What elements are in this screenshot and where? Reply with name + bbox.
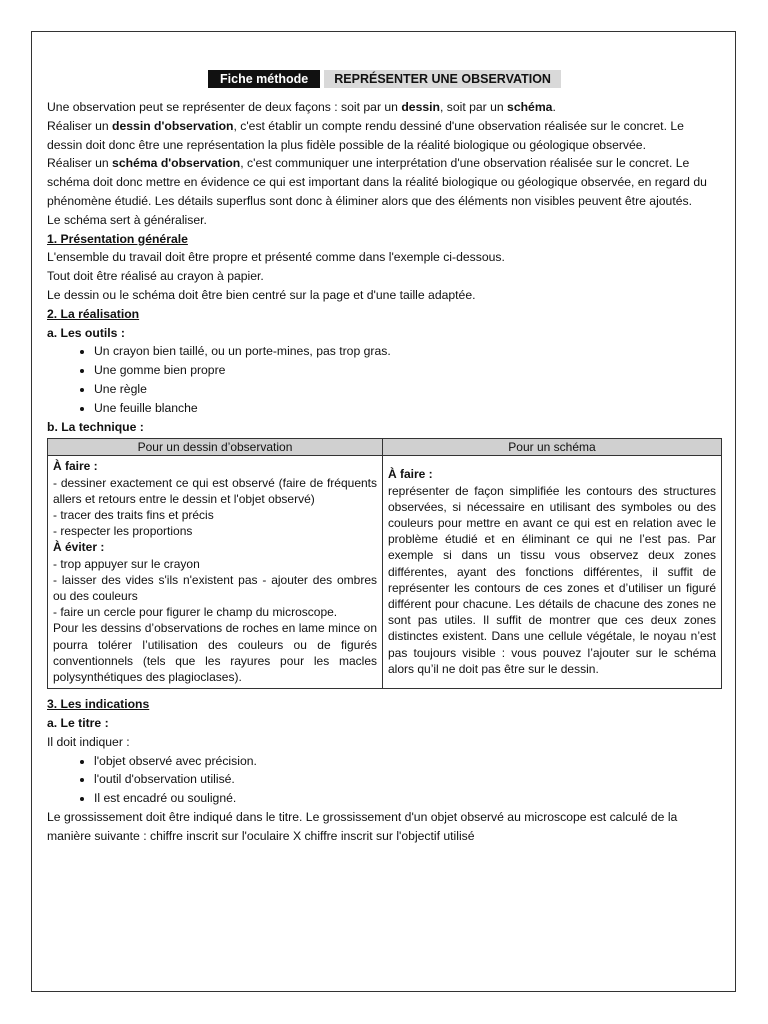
drawing-avoid-item: - trop appuyer sur le crayon [53, 556, 200, 571]
drawing-avoid-item: - faire un cercle pour figurer le champ du microscope. [53, 605, 338, 620]
schema-cell [383, 456, 722, 689]
intro-line-3: Réaliser un schéma d'observation, c'est communiquer une interprétation d'une observation réalisée sur le concret. Le schéma doit donc mettre en évidence ce qui est important dans la réalité biologique ou géologique observée, en regard du phénomène étudié. Les détails superflus sont donc à éliminer alors que des éléments non visibles peuvent être ajoutés. [47, 156, 707, 208]
list-item: • Une feuille blanche [94, 399, 722, 418]
list-item: • l'objet observé avec précision. [94, 752, 722, 771]
intro-line-4: Le schéma sert à généraliser. [47, 212, 207, 227]
tools-list [47, 342, 722, 417]
section1-p3: Le dessin ou le schéma doit être bien centré sur la page et d'une taille adaptée. [47, 287, 476, 302]
section1-p1: L'ensemble du travail doit être propre et présenté comme dans l'exemple ci-dessous. [47, 250, 505, 265]
technique-table [47, 438, 722, 689]
drawing-do-item: - dessiner exactement ce qui est observé (faire de fréquents allers et retours entre le dessin et l'objet observé) [53, 475, 377, 506]
drawing-cell [48, 456, 383, 689]
table-header-drawing: Pour un dessin d’observation [48, 439, 383, 456]
tools-heading: a. Les outils : [47, 325, 125, 340]
title-label: Fiche méthode [208, 70, 320, 88]
list-item: • Une règle [94, 380, 722, 399]
title-subject: REPRÉSENTER UNE OBSERVATION [324, 70, 561, 88]
drawing-note: Pour les dessins d’observations de roches en lame mince on pourra tolérer l’utilisation des couleurs ou de figurés conventionnels (tels que les rayures pour les macles polysynthétiques des plagioclases). [53, 621, 377, 684]
table-header-schema: Pour un schéma [383, 439, 722, 456]
section3-final: Le grossissement doit être indiqué dans le titre. Le grossissement d'un objet observé au microscope est calculé de la manière suivante : chiffre inscrit sur l'oculaire X chiffre inscrit sur l'objectif utilisé [47, 809, 678, 843]
indications-list [47, 752, 722, 808]
drawing-avoid-label: À éviter : [53, 540, 105, 555]
intro-line-2: Réaliser un dessin d'observation, c'est établir un compte rendu dessiné d'une observation réalisée sur le concret. Le dessin doit donc être une représentation la plus fidèle possible de la réalité biologique ou géologique observée. [47, 118, 684, 152]
document-content [47, 70, 722, 846]
schema-text: représenter de façon simplifiée les contours des structures observées, si nécessaire en utilisant des symboles ou des couleurs pour mettre en avant ce qui est en relation avec le problème étudié et en éliminant ce qui ne l’est pas. Par exemple si dans un tissu vous observez deux zones différentes, ayant des fonctions différentes, il suffit de représenter les contours de ces zones et d’utiliser un figuré différent pour chacune. Les détails de chacune des zones ne sont pas utiles. Il suffit de montrer que ces deux zones distinctes existent. Dans une cellule végétale, le noyau n’est pas toujours visible : vous pouvez l’ajouter sur le schéma alors qu’il ne doit pas être sur le dessin. [388, 483, 716, 676]
section2-heading: 2. La réalisation [47, 306, 140, 321]
drawing-do-label: À faire : [53, 459, 98, 474]
drawing-do-item: - tracer des traits fins et précis [53, 507, 214, 522]
list-item: • Un crayon bien taillé, ou un porte-mines, pas trop gras. [94, 342, 722, 361]
technique-heading: b. La technique : [47, 419, 144, 434]
section3-heading: 3. Les indications [47, 697, 150, 712]
section1-p2: Tout doit être réalisé au crayon à papier. [47, 269, 264, 284]
list-item: • Une gomme bien propre [94, 361, 722, 380]
drawing-avoid-item: - laisser des vides s'ils n'existent pas - ajouter des ombres ou des couleurs [53, 572, 377, 603]
title-bar [47, 70, 722, 88]
list-item: • l'outil d'observation utilisé. [94, 770, 722, 789]
schema-do-label: À faire : [388, 467, 433, 482]
title-subheading: a. Le titre : [47, 715, 109, 730]
list-item: • Il est encadré ou souligné. [94, 789, 722, 808]
section1-heading: 1. Présentation générale [47, 231, 188, 246]
intro-line-1: Une observation peut se représenter de deux façons : soit par un dessin, soit par un schéma. [47, 100, 556, 114]
section3-intro: Il doit indiquer : [47, 734, 130, 749]
drawing-do-item: - respecter les proportions [53, 524, 193, 539]
document-page [31, 31, 736, 992]
